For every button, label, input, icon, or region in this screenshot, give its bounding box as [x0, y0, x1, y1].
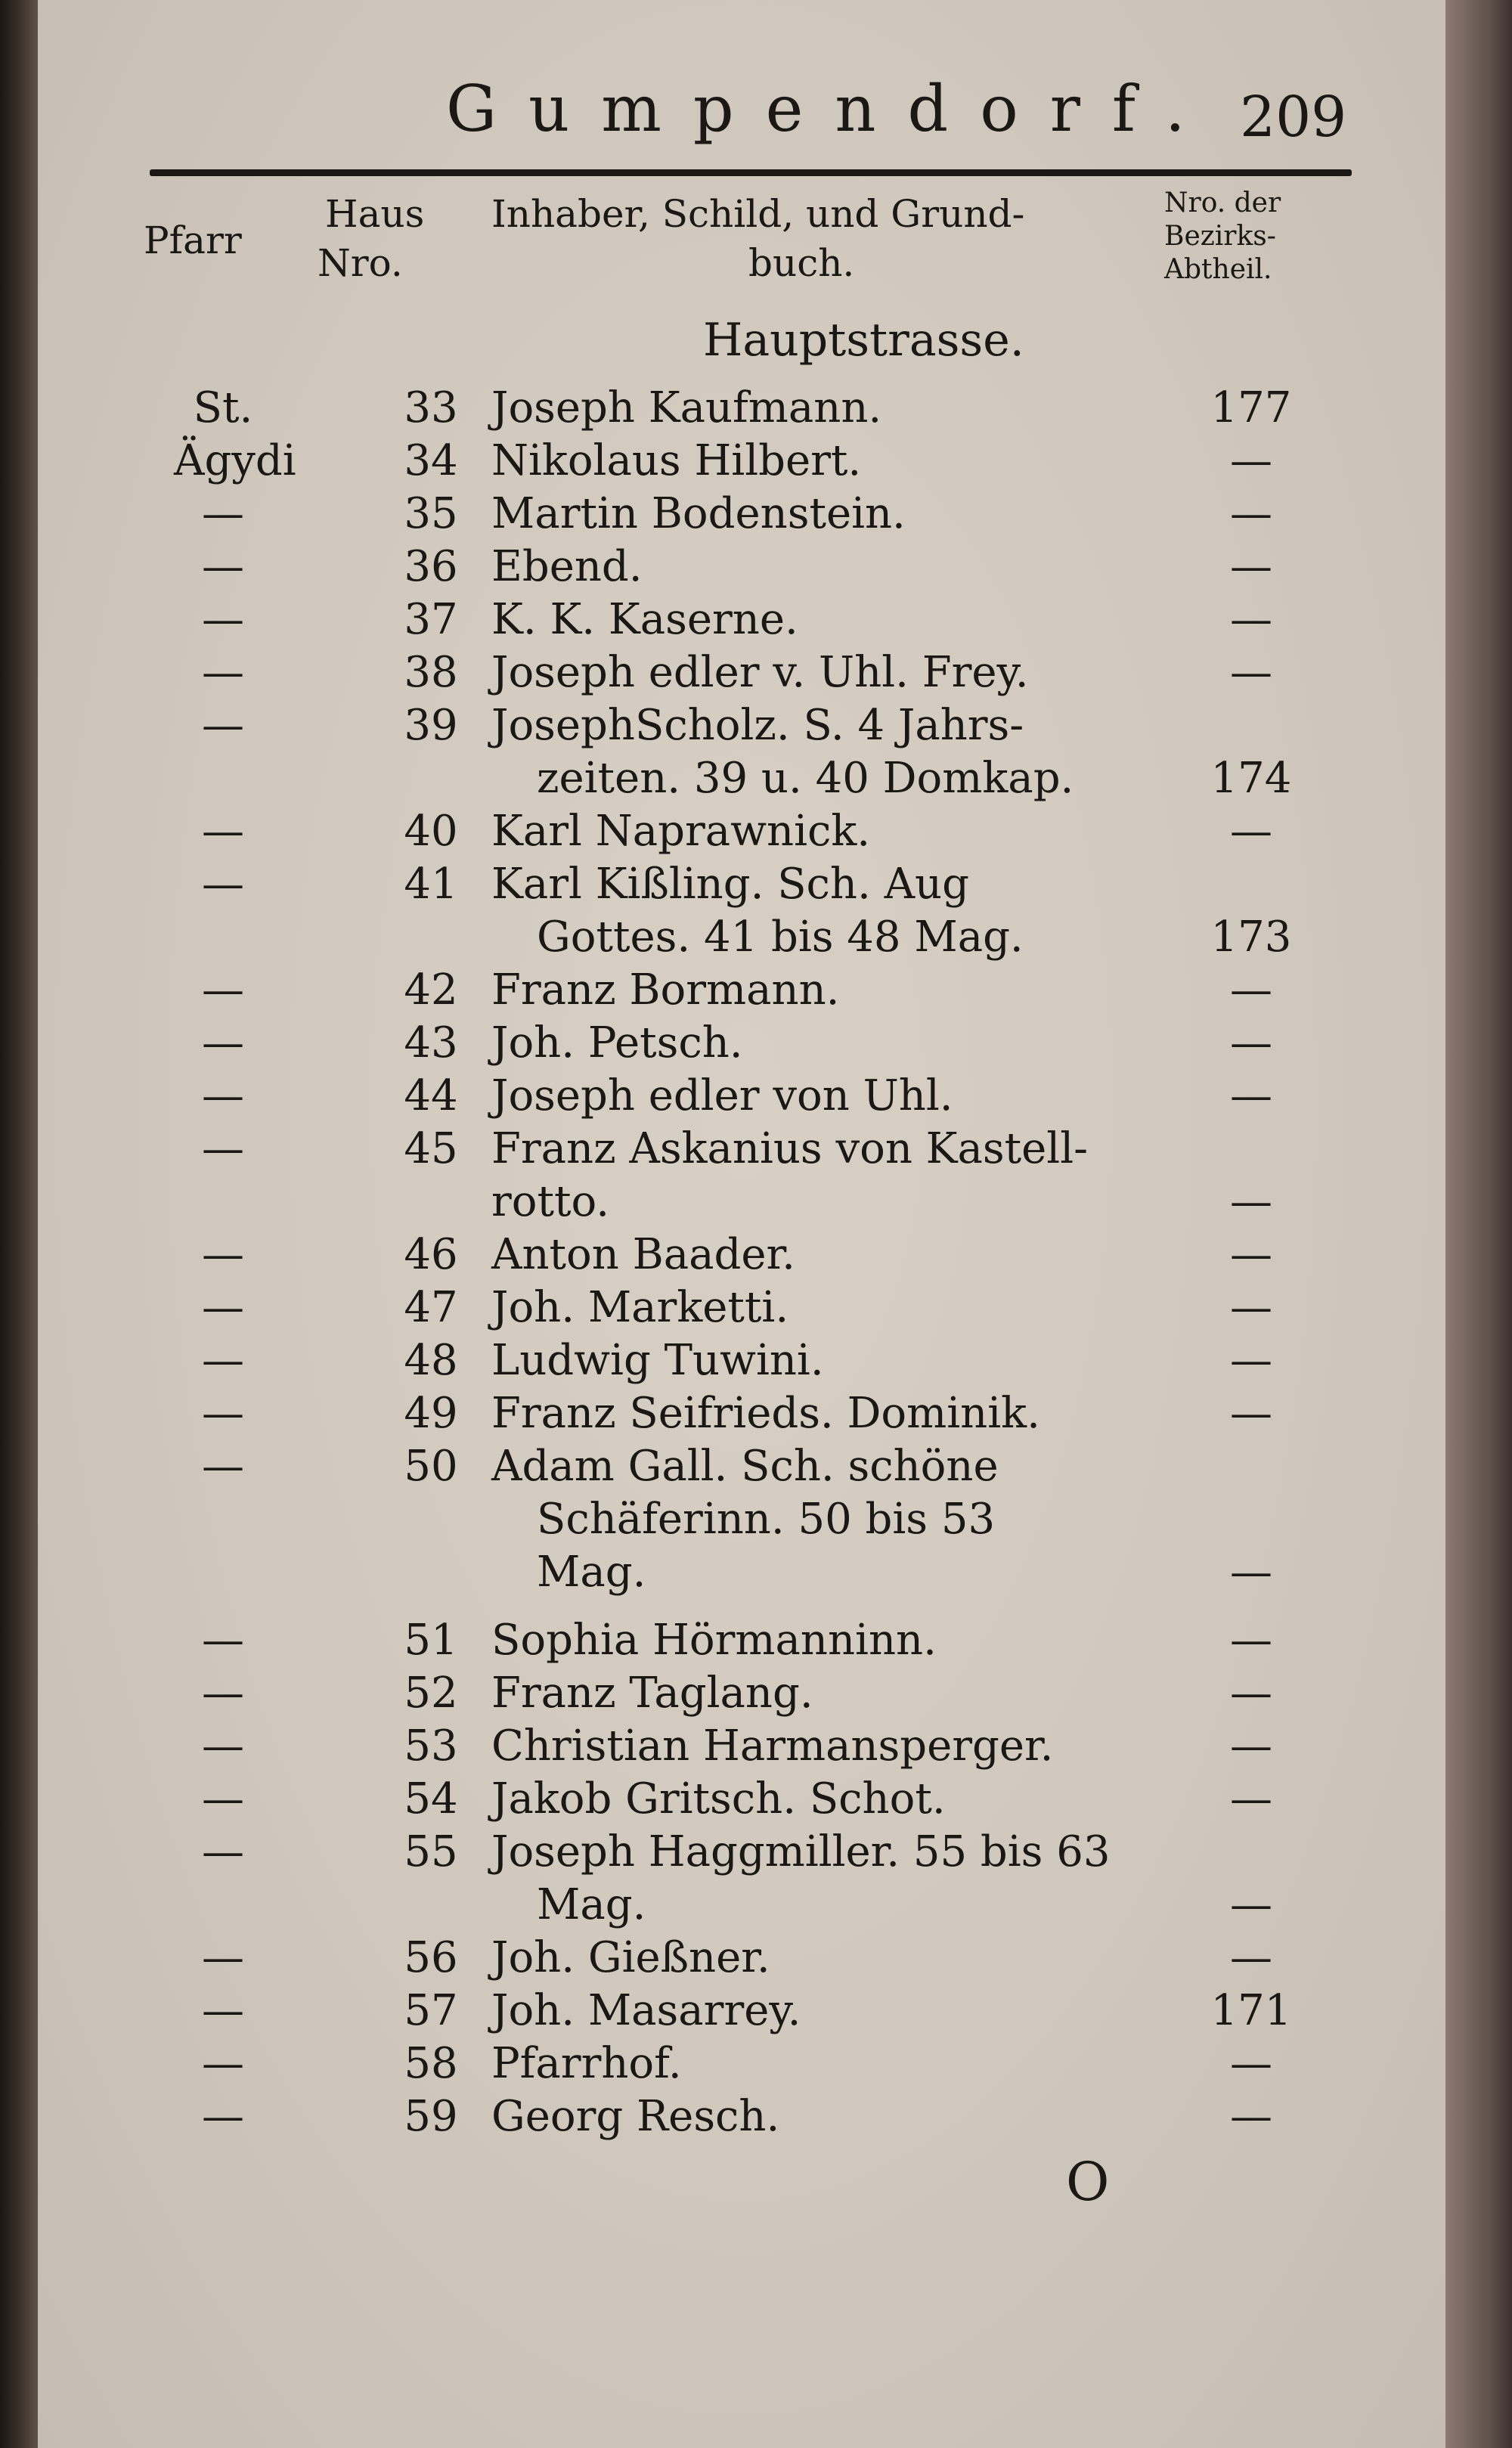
owner-name: Joseph Haggmiller. 55 bis 63 [491, 1827, 1111, 1876]
table-row [38, 1667, 1445, 1720]
pfarr-cell: — [202, 701, 244, 750]
district-number: 171 [1210, 1986, 1292, 2035]
table-row [38, 1334, 1445, 1387]
owner-name: Anton Baader. [491, 1230, 795, 1279]
column-header-nro-line2: Bezirks- [1164, 221, 1276, 252]
district-number: — [1230, 1721, 1272, 1771]
owner-name: K. K. Kaserne. [491, 595, 798, 644]
table-row-continuation [38, 1879, 1445, 1932]
book-page [38, 0, 1445, 2448]
pfarr-cell: — [202, 1721, 244, 1771]
pfarr-cell: — [202, 1124, 244, 1173]
table-row [38, 858, 1445, 911]
haus-number: 55 [404, 1827, 458, 1876]
column-header-name-line1: Inhaber, Schild, und Grund- [491, 192, 1025, 236]
column-header-haus-line1: Haus [325, 192, 425, 236]
district-number: — [1230, 1669, 1272, 1718]
district-number: — [1230, 1616, 1272, 1665]
haus-number: 46 [404, 1230, 458, 1279]
owner-name: Karl Kißling. Sch. Aug [491, 860, 969, 909]
pfarr-cell: — [202, 595, 244, 644]
table-row [38, 646, 1445, 699]
owner-name: Franz Askanius von Kastell- [491, 1124, 1089, 1173]
table-row [38, 1826, 1445, 1879]
owner-name: Nikolaus Hilbert. [491, 436, 862, 485]
district-number: — [1230, 1880, 1272, 1929]
column-header-nro-line1: Nro. der [1164, 187, 1281, 218]
table-row [38, 805, 1445, 858]
table-row [38, 382, 1445, 435]
owner-name: Joh. Masarrey. [491, 1986, 801, 2035]
owner-name-continuation: rotto. [491, 1177, 610, 1226]
column-header-haus-line2: Nro. [318, 241, 403, 285]
table-row [38, 1017, 1445, 1070]
district-number: 177 [1210, 383, 1292, 432]
district-number: — [1230, 965, 1272, 1015]
table-row [38, 1932, 1445, 1985]
haus-number: 38 [404, 648, 458, 697]
column-header-name-line2: buch. [748, 241, 855, 285]
haus-number: 43 [404, 1018, 458, 1068]
district-number: — [1230, 1283, 1272, 1332]
owner-name-continuation: Schäferinn. 50 bis 53 [537, 1495, 996, 1544]
column-header-nro-line3: Abtheil. [1164, 254, 1272, 285]
haus-number: 34 [404, 436, 458, 485]
owner-name: Franz Taglang. [491, 1669, 813, 1718]
district-number: — [1230, 1336, 1272, 1385]
district-number: 173 [1210, 913, 1292, 962]
owner-name: Joseph edler v. Uhl. Frey. [491, 648, 1029, 697]
table-row [38, 1614, 1445, 1667]
district-number: — [1230, 1177, 1272, 1226]
owner-name: Pfarrhof. [491, 2039, 682, 2088]
header-rule [150, 169, 1352, 176]
pfarr-cell: — [202, 489, 244, 538]
pfarr-cell: — [202, 1389, 244, 1438]
haus-number: 45 [404, 1124, 458, 1173]
haus-number: 57 [404, 1986, 458, 2035]
haus-number: 58 [404, 2039, 458, 2088]
table-row [38, 1985, 1445, 2037]
district-number: — [1230, 807, 1272, 856]
table-row-continuation [38, 911, 1445, 964]
district-number: — [1230, 436, 1272, 485]
owner-name: Jakob Gritsch. Schot. [491, 1774, 946, 1824]
haus-number: 44 [404, 1071, 458, 1120]
table-row [38, 1229, 1445, 1281]
table-row [38, 1281, 1445, 1334]
running-title: Gumpendorf. [446, 72, 1217, 146]
page-number: 209 [1240, 85, 1347, 150]
pfarr-cell: — [202, 2039, 244, 2088]
pfarr-cell: — [202, 648, 244, 697]
table-row-continuation [38, 1176, 1445, 1229]
column-header-pfarr: Pfarr [144, 218, 242, 262]
pfarr-cell: — [202, 807, 244, 856]
table-row-continuation [38, 752, 1445, 805]
district-number: — [1230, 648, 1272, 697]
haus-number: 41 [404, 860, 458, 909]
pfarr-cell: — [202, 860, 244, 909]
district-number: — [1230, 489, 1272, 538]
owner-name: JosephScholz. S. 4 Jahrs- [491, 701, 1024, 750]
district-number: — [1230, 1071, 1272, 1120]
table-row [38, 488, 1445, 541]
pfarr-cell: — [202, 1933, 244, 1982]
table-row [38, 1773, 1445, 1826]
haus-number: 54 [404, 1774, 458, 1824]
owner-name: Joh. Petsch. [491, 1018, 743, 1068]
owner-name-continuation: Mag. [537, 1880, 646, 1929]
haus-number: 50 [404, 1442, 458, 1491]
table-row [38, 541, 1445, 593]
haus-number: 35 [404, 489, 458, 538]
table-row [38, 1387, 1445, 1440]
table-row [38, 2090, 1445, 2143]
district-number: — [1230, 542, 1272, 591]
book-page-edges-right [1444, 0, 1512, 2448]
owner-name: Georg Resch. [491, 2092, 780, 2141]
haus-number: 51 [404, 1616, 458, 1665]
table-row [38, 593, 1445, 646]
haus-number: 36 [404, 542, 458, 591]
district-number: — [1230, 2092, 1272, 2141]
haus-number: 40 [404, 807, 458, 856]
district-number: — [1230, 1774, 1272, 1824]
owner-name: Adam Gall. Sch. schöne [491, 1442, 999, 1491]
pfarr-cell: — [202, 1442, 244, 1491]
owner-name-continuation: Gottes. 41 bis 48 Mag. [537, 913, 1024, 962]
pfarr-cell: — [202, 1669, 244, 1718]
table-row [38, 1720, 1445, 1773]
haus-number: 39 [404, 701, 458, 750]
haus-number: 52 [404, 1669, 458, 1718]
pfarr-cell: — [202, 1616, 244, 1665]
owner-name: Joh. Gießner. [491, 1933, 770, 1982]
pfarr-cell: — [202, 2092, 244, 2141]
owner-name: Joseph Kaufmann. [491, 383, 882, 432]
owner-name-continuation: zeiten. 39 u. 40 Domkap. [537, 754, 1074, 803]
owner-name: Franz Seifrieds. Dominik. [491, 1389, 1040, 1438]
pfarr-cell: — [202, 965, 244, 1015]
table-row [38, 1070, 1445, 1123]
table-row [38, 1123, 1445, 1176]
pfarr-cell: — [202, 542, 244, 591]
table-row-continuation [38, 1546, 1445, 1599]
table-row-continuation [38, 1493, 1445, 1546]
pfarr-cell: — [202, 1336, 244, 1385]
pfarr-cell: — [202, 1986, 244, 2035]
pfarr-cell: — [202, 1774, 244, 1824]
owner-name: Sophia Hörmanninn. [491, 1616, 937, 1665]
catchword: O [1066, 2151, 1110, 2213]
section-title: Hauptstrasse. [703, 314, 1024, 367]
owner-name: Joh. Marketti. [491, 1283, 789, 1332]
pfarr-cell: — [202, 1827, 244, 1876]
owner-name: Ebend. [491, 542, 643, 591]
owner-name: Ludwig Tuwini. [491, 1336, 824, 1385]
pfarr-cell: — [202, 1283, 244, 1332]
owner-name: Christian Harmansperger. [491, 1721, 1054, 1771]
haus-number: 33 [404, 383, 458, 432]
haus-number: 49 [404, 1389, 458, 1438]
pfarr-cell: — [202, 1018, 244, 1068]
pfarr-cell: — [202, 1230, 244, 1279]
owner-name: Karl Naprawnick. [491, 807, 871, 856]
haus-number: 47 [404, 1283, 458, 1332]
table-row [38, 964, 1445, 1017]
district-number: — [1230, 2039, 1272, 2088]
district-number: — [1230, 1548, 1272, 1597]
haus-number: 56 [404, 1933, 458, 1982]
owner-name: Franz Bormann. [491, 965, 840, 1015]
haus-number: 37 [404, 595, 458, 644]
district-number: — [1230, 1389, 1272, 1438]
district-number: — [1230, 1018, 1272, 1068]
haus-number: 42 [404, 965, 458, 1015]
district-number: — [1230, 595, 1272, 644]
table-row [38, 699, 1445, 752]
table-row [38, 435, 1445, 488]
pfarr-cell: St. [193, 383, 253, 432]
haus-number: 59 [404, 2092, 458, 2141]
district-number: 174 [1210, 754, 1292, 803]
owner-name: Martin Bodenstein. [491, 489, 906, 538]
haus-number: 48 [404, 1336, 458, 1385]
pfarr-cell: — [202, 1071, 244, 1120]
haus-number: 53 [404, 1721, 458, 1771]
owner-name: Joseph edler von Uhl. [491, 1071, 953, 1120]
table-row [38, 2037, 1445, 2090]
owner-name-continuation: Mag. [537, 1548, 646, 1597]
district-number: — [1230, 1230, 1272, 1279]
district-number: — [1230, 1933, 1272, 1982]
pfarr-cell: Ägydi [174, 436, 296, 485]
table-row [38, 1440, 1445, 1493]
